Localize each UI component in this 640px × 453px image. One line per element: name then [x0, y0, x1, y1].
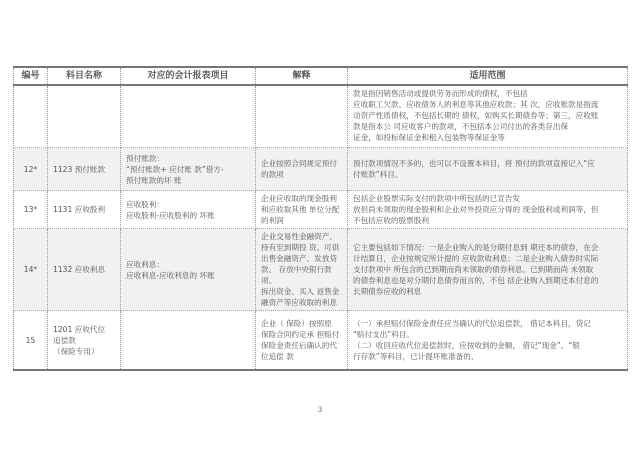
text-line: 的款项 [261, 170, 284, 179]
text-line: 长期债券应收的利息 [353, 287, 422, 296]
text-line: 款、 存放中央银行款项、 [261, 265, 332, 285]
cell-account [48, 229, 121, 311]
text-line: （二）收回应收代位追偿款时，应按收到的金额， 借记“现金”、“银 [353, 341, 580, 350]
cell-explanation [256, 311, 348, 371]
text-line: 和应收取其他 单位分配 [261, 205, 340, 214]
account-table [13, 66, 628, 371]
text-line: 的债券利息也是对分期付息债券而言的，不包 括企业购入到期还本付息的 [353, 276, 599, 285]
header-explanation: 解释 [256, 67, 348, 85]
cell-explanation [256, 229, 348, 311]
cell-report-item [121, 311, 256, 371]
text-line: 预付款项情况不多的，也可以不设置本科目，将 预付的款项直接记入“应 [353, 159, 595, 168]
text-line: 包括企业股票实际支付的款项中所包括的已宣告发 [353, 194, 521, 203]
cell-scope [348, 191, 628, 229]
header-scope: 适用范围 [348, 67, 628, 85]
cell-number [14, 85, 48, 148]
text-line: 预付账款： [126, 153, 164, 163]
cell-report-item [121, 229, 256, 311]
cell-scope [348, 148, 628, 191]
header-account-name: 科目名称 [48, 67, 121, 85]
text-line: 款是指本公 司应收客户的款项，不包括本公司付出的各类存出保 [353, 122, 569, 131]
text-line: 出售金融资产、发放贷 [261, 254, 337, 263]
cell-account [48, 191, 121, 229]
text-line: 付账款”科目。 [353, 170, 403, 179]
cell-account [48, 148, 121, 191]
table-row-continuation [14, 85, 628, 148]
cell-account [48, 311, 121, 371]
text-line: 企业（ 保险）按照原 [261, 319, 332, 328]
table-row [14, 229, 628, 311]
text-line: 应收股利-应收股利的 坏账 [126, 210, 215, 220]
text-line: 1131 应收股利 [53, 205, 106, 214]
cell-scope [348, 85, 628, 148]
text-line: 持有至到期投 资、可供 [261, 243, 340, 252]
cell-report-item [121, 191, 256, 229]
text-line: 1201 应收代位 [53, 324, 106, 334]
text-line: 应收股利： [126, 199, 164, 209]
cell-explanation [256, 148, 348, 191]
cell-account [48, 85, 121, 148]
text-line: 应收利息： [126, 259, 164, 269]
text-line: （一）承担赔付保险金责任应当确认的代位追偿款， 借记本科目，贷记 [353, 319, 591, 328]
cell-explanation [256, 191, 348, 229]
cell-report-item [121, 148, 256, 191]
text-line: 预付账款的坏 账 [126, 175, 182, 185]
header-row [14, 67, 628, 85]
text-line: 1123 预付账款 [53, 164, 106, 174]
text-line: 证金，如投标保证金和租入包装物等保证金等 [353, 133, 505, 142]
text-line: 应收利息-应收利息的 坏账 [126, 270, 215, 280]
text-line: 的利润 [261, 216, 284, 225]
text-line: 企业按照合同规定预付 [261, 159, 337, 168]
text-line: （保险专用） [53, 346, 99, 356]
table-row [14, 311, 628, 371]
text-line: 不包括应收的股票股利 [353, 216, 429, 225]
text-line: 保险金责任后确认的代 [261, 341, 337, 350]
text-line: 企业交易性金融资产、 [261, 232, 337, 241]
text-line: 动资产性质债权，不包括长期的 债权，如购买长期债券等；第三，应收账 [353, 111, 599, 120]
cell-number: 14* [14, 229, 48, 311]
page-number: 3 [317, 406, 323, 414]
cell-scope [348, 229, 628, 311]
text-line: 行存款”等科目，已计提坏账准备的， [353, 352, 479, 361]
text-line: 追偿款 [53, 335, 76, 345]
text-line: 位追偿 款 [261, 352, 294, 361]
cell-number: 12* [14, 148, 48, 191]
cell-number: 15 [14, 311, 48, 371]
text-line: 企业应收取的现金股利 [261, 194, 337, 203]
cell-explanation [256, 85, 348, 148]
text-line: 1132 应收利息 [53, 265, 106, 274]
text-line: “预付账款+ 应付账 款”借方- [126, 164, 224, 174]
text-line: 融资产等应收取的利息 [261, 298, 337, 307]
text-line: 它主要包括如下情况：一是企业购入的是分期付息到 期还本的债券，在会 [353, 243, 599, 252]
cell-number: 13* [14, 191, 48, 229]
text-line: 计结算日，企业按规定所计提的 应收款收利息；二是企业购入债券时实际 [353, 254, 599, 263]
cell-report-item [121, 85, 256, 148]
text-line: 款是指因销售活动或提供劳务而形成的债权，不包括 [353, 89, 528, 98]
cell-scope [348, 311, 628, 371]
table-row [14, 191, 628, 229]
text-line: “赔付支出”科目。 [353, 330, 415, 339]
text-line: 应收职工欠款、应收债务人的利息等其他应收款；其 次，应收账款是指流 [353, 100, 599, 109]
text-line: 拆出资金、买入 返售金 [261, 287, 340, 296]
header-report-item: 对应的会计报表项目 [121, 67, 256, 85]
text-line: 放但尚未领取的现金股利和企业对外投资应分得的 现金股利或利润等，但 [353, 205, 599, 214]
text-line: 保险合同约定承 担赔付 [261, 330, 340, 339]
header-number: 编号 [14, 67, 48, 85]
table-row [14, 148, 628, 191]
text-line: 支付款项中 所包含的已到期而尚未领取的债券利息。已到期而尚 未领取 [353, 265, 594, 274]
